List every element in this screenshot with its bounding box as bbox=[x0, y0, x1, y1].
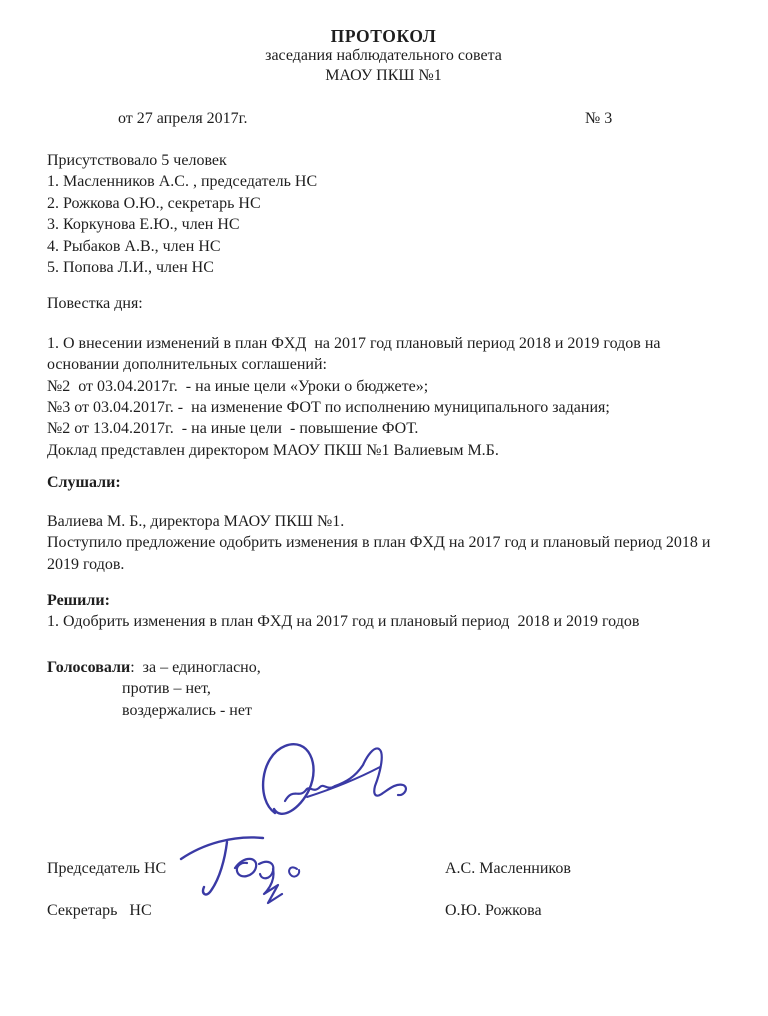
agenda-intro: 1. О внесении изменений в план ФХД на 2017 год плановый период 2018 и 2019 годов на основании дополнительных соглашений: bbox=[47, 334, 665, 374]
voting-section bbox=[47, 657, 720, 721]
document-title: ПРОТОКОЛ bbox=[330, 26, 437, 46]
resolved-heading: Решили: bbox=[47, 591, 110, 609]
attendee-item: 5. Попова Л.И., член НС bbox=[47, 259, 214, 277]
date-number-row bbox=[47, 108, 720, 130]
attendee-item: 4. Рыбаков А.В., член НС bbox=[47, 237, 221, 255]
heard-section bbox=[47, 472, 720, 575]
protocol-date: от 27 апреля 2017г. bbox=[118, 110, 248, 127]
chairman-signature-image bbox=[247, 737, 423, 829]
protocol-number: № 3 bbox=[585, 110, 613, 127]
signature-name-chairman: А.С. Масленников bbox=[445, 859, 571, 877]
agenda-item: №2 от 03.04.2017г. - на иные цели «Уроки о бюджете»; bbox=[47, 377, 429, 395]
attendees-section bbox=[47, 150, 720, 278]
agenda-item: №3 от 03.04.2017г. - на изменение ФОТ по исполнению муниципального задания; bbox=[47, 399, 610, 417]
attendee-item: 3. Коркунова Е.Ю., член НС bbox=[47, 216, 240, 234]
voting-vote-abstained: воздержались - нет bbox=[122, 701, 252, 719]
resolved-section bbox=[47, 590, 720, 633]
signature-role-chairman: Председатель НС bbox=[47, 859, 167, 877]
agenda-item: №2 от 13.04.2017г. - на иные цели - повышение ФОТ. bbox=[47, 420, 419, 438]
agenda-section bbox=[47, 293, 720, 461]
voting-first-line bbox=[47, 657, 720, 678]
document-subtitle: заседания наблюдательного совета bbox=[265, 47, 502, 64]
agenda-heading: Повестка дня: bbox=[47, 295, 143, 313]
voting-vote-against: против – нет, bbox=[122, 680, 211, 698]
attendee-item: 1. Масленников А.С. , председатель НС bbox=[47, 173, 318, 191]
signatures-section bbox=[0, 721, 768, 989]
agenda-item: Доклад представлен директором МАОУ ПКШ №1 Валиевым М.Б. bbox=[47, 441, 499, 459]
secretary-signature-image bbox=[175, 819, 321, 915]
document-page bbox=[0, 26, 768, 1016]
attendee-item: 2. Рожкова О.Ю., секретарь НС bbox=[47, 194, 261, 212]
voting-vote-for: : за – единогласно, bbox=[130, 658, 261, 676]
organization-name: МАОУ ПКШ №1 bbox=[325, 66, 442, 84]
signature-role-secretary: Секретарь НС bbox=[47, 901, 152, 919]
heard-speaker: Валиева М. Б., директора МАОУ ПКШ №1. bbox=[47, 512, 345, 530]
signature-name-secretary: О.Ю. Рожкова bbox=[445, 901, 542, 919]
document-header bbox=[47, 26, 720, 85]
resolved-item: 1. Одобрить изменения в план ФХД на 2017 год и плановый период 2018 и 2019 годов bbox=[47, 613, 640, 631]
heard-proposal: Поступило предложение одобрить изменения в план ФХД на 2017 год и плановый период 2018 и 2019 годов. bbox=[47, 534, 715, 573]
voting-heading: Голосовали bbox=[47, 658, 131, 676]
attendees-heading: Присутствовало 5 человек bbox=[47, 152, 227, 169]
heard-heading: Слушали: bbox=[47, 474, 121, 492]
